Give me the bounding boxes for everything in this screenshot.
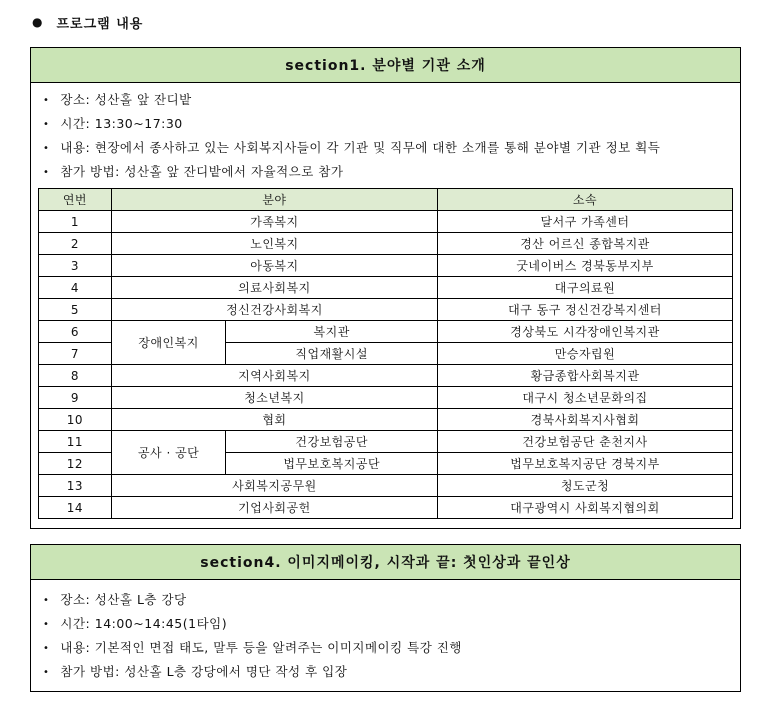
cell-subfield: 건강보험공단 [226,431,438,453]
cell-org: 달서구 가족센터 [438,211,733,233]
cell-subfield: 법무보호복지공단 [226,453,438,475]
section4-time-text: 시간: 14:00~14:45(1타임) [60,616,228,631]
table-row [39,211,733,233]
table-row [39,321,733,343]
section1-place [43,89,730,113]
cell-no: 10 [39,409,112,431]
cell-org: 경상북도 시각장애인복지관 [438,321,733,343]
cell-field: 정신건강사회복지 [111,299,437,321]
cell-field: 사회복지공무원 [111,475,437,497]
section4-bullet-list [31,589,740,685]
cell-org: 건강보험공단 춘천지사 [438,431,733,453]
section4-place [43,589,730,613]
section1-time-text: 시간: 13:30~17:30 [60,116,183,131]
cell-field: 지역사회복지 [111,365,437,387]
bullet-icon: • [43,667,50,678]
cell-org: 황금종합사회복지관 [438,365,733,387]
bullet-icon: • [43,119,50,130]
cell-subfield: 복지관 [226,321,438,343]
section4-time [43,613,730,637]
section1-title: section1. 분야별 기관 소개 [31,48,740,83]
section1-content-text: 내용: 현장에서 종사하고 있는 사회복지사들이 각 기관 및 직무에 대한 소개를 통해 분야별 기관 정보 획득 [60,140,661,155]
table-row [39,475,733,497]
table-row [39,431,733,453]
page-title-text: 프로그램 내용 [56,16,144,32]
cell-org: 법무보호복지공단 경북지부 [438,453,733,475]
section4-box [30,544,741,692]
cell-field: 의료사회복지 [111,277,437,299]
cell-subfield: 직업재활시설 [226,343,438,365]
table-row [39,255,733,277]
cell-no: 5 [39,299,112,321]
section4-content-text: 내용: 기본적인 면접 태도, 말투 등을 알려주는 이미지메이킹 특강 진행 [60,640,462,655]
section4-join-text: 참가 방법: 성산홀 L층 강당에서 명단 작성 후 입장 [60,664,348,679]
table-row [39,233,733,255]
table-row [39,387,733,409]
cell-org: 대구의료원 [438,277,733,299]
header-org: 소속 [438,189,733,211]
bullet-icon: • [43,143,50,154]
page-title [32,11,741,33]
cell-org: 청도군청 [438,475,733,497]
cell-org: 굿네이버스 경북동부지부 [438,255,733,277]
section4-bottom-spacer [31,688,740,691]
table-row [39,365,733,387]
section1-box [30,47,741,529]
cell-field: 아동복지 [111,255,437,277]
cell-no: 6 [39,321,112,343]
cell-category: 장애인복지 [111,321,226,365]
cell-no: 4 [39,277,112,299]
table-header-row [39,189,733,211]
cell-category: 공사 · 공단 [111,431,226,475]
cell-org: 경산 어르신 종합복지관 [438,233,733,255]
header-no: 연번 [39,189,112,211]
cell-org: 대구 동구 정신건강복지센터 [438,299,733,321]
cell-no: 3 [39,255,112,277]
bullet-icon: • [43,167,50,178]
cell-no: 12 [39,453,112,475]
page-title-bullet-icon: ● [32,15,44,29]
section4-title: section4. 이미지메이킹, 시작과 끝: 첫인상과 끝인상 [31,545,740,580]
organization-table [38,188,733,519]
table-row [39,299,733,321]
bullet-icon: • [43,95,50,106]
cell-field: 노인복지 [111,233,437,255]
bullet-icon: • [43,643,50,654]
cell-no: 8 [39,365,112,387]
section4-content [43,637,730,661]
cell-org: 만승자립원 [438,343,733,365]
cell-no: 7 [39,343,112,365]
section4-join [43,661,730,685]
section1-place-text: 장소: 성산홀 앞 잔디밭 [60,92,192,107]
table-row [39,497,733,519]
cell-field: 가족복지 [111,211,437,233]
cell-field: 기업사회공헌 [111,497,437,519]
bullet-icon: • [43,619,50,630]
cell-no: 2 [39,233,112,255]
cell-org: 대구시 청소년문화의집 [438,387,733,409]
cell-no: 13 [39,475,112,497]
section1-time [43,113,730,137]
section1-content [43,137,730,161]
table-row [39,409,733,431]
section4-place-text: 장소: 성산홀 L층 강당 [60,592,187,607]
cell-org: 경북사회복지사협회 [438,409,733,431]
section1-join [43,161,730,185]
section1-bullet-list [31,89,740,185]
table-row [39,277,733,299]
cell-no: 14 [39,497,112,519]
cell-field: 협회 [111,409,437,431]
bullet-icon: • [43,595,50,606]
section1-join-text: 참가 방법: 성산홀 앞 잔디밭에서 자율적으로 참가 [60,164,344,179]
cell-no: 1 [39,211,112,233]
cell-no: 9 [39,387,112,409]
cell-no: 11 [39,431,112,453]
header-field: 분야 [111,189,437,211]
cell-field: 청소년복지 [111,387,437,409]
cell-org: 대구광역시 사회복지협의회 [438,497,733,519]
